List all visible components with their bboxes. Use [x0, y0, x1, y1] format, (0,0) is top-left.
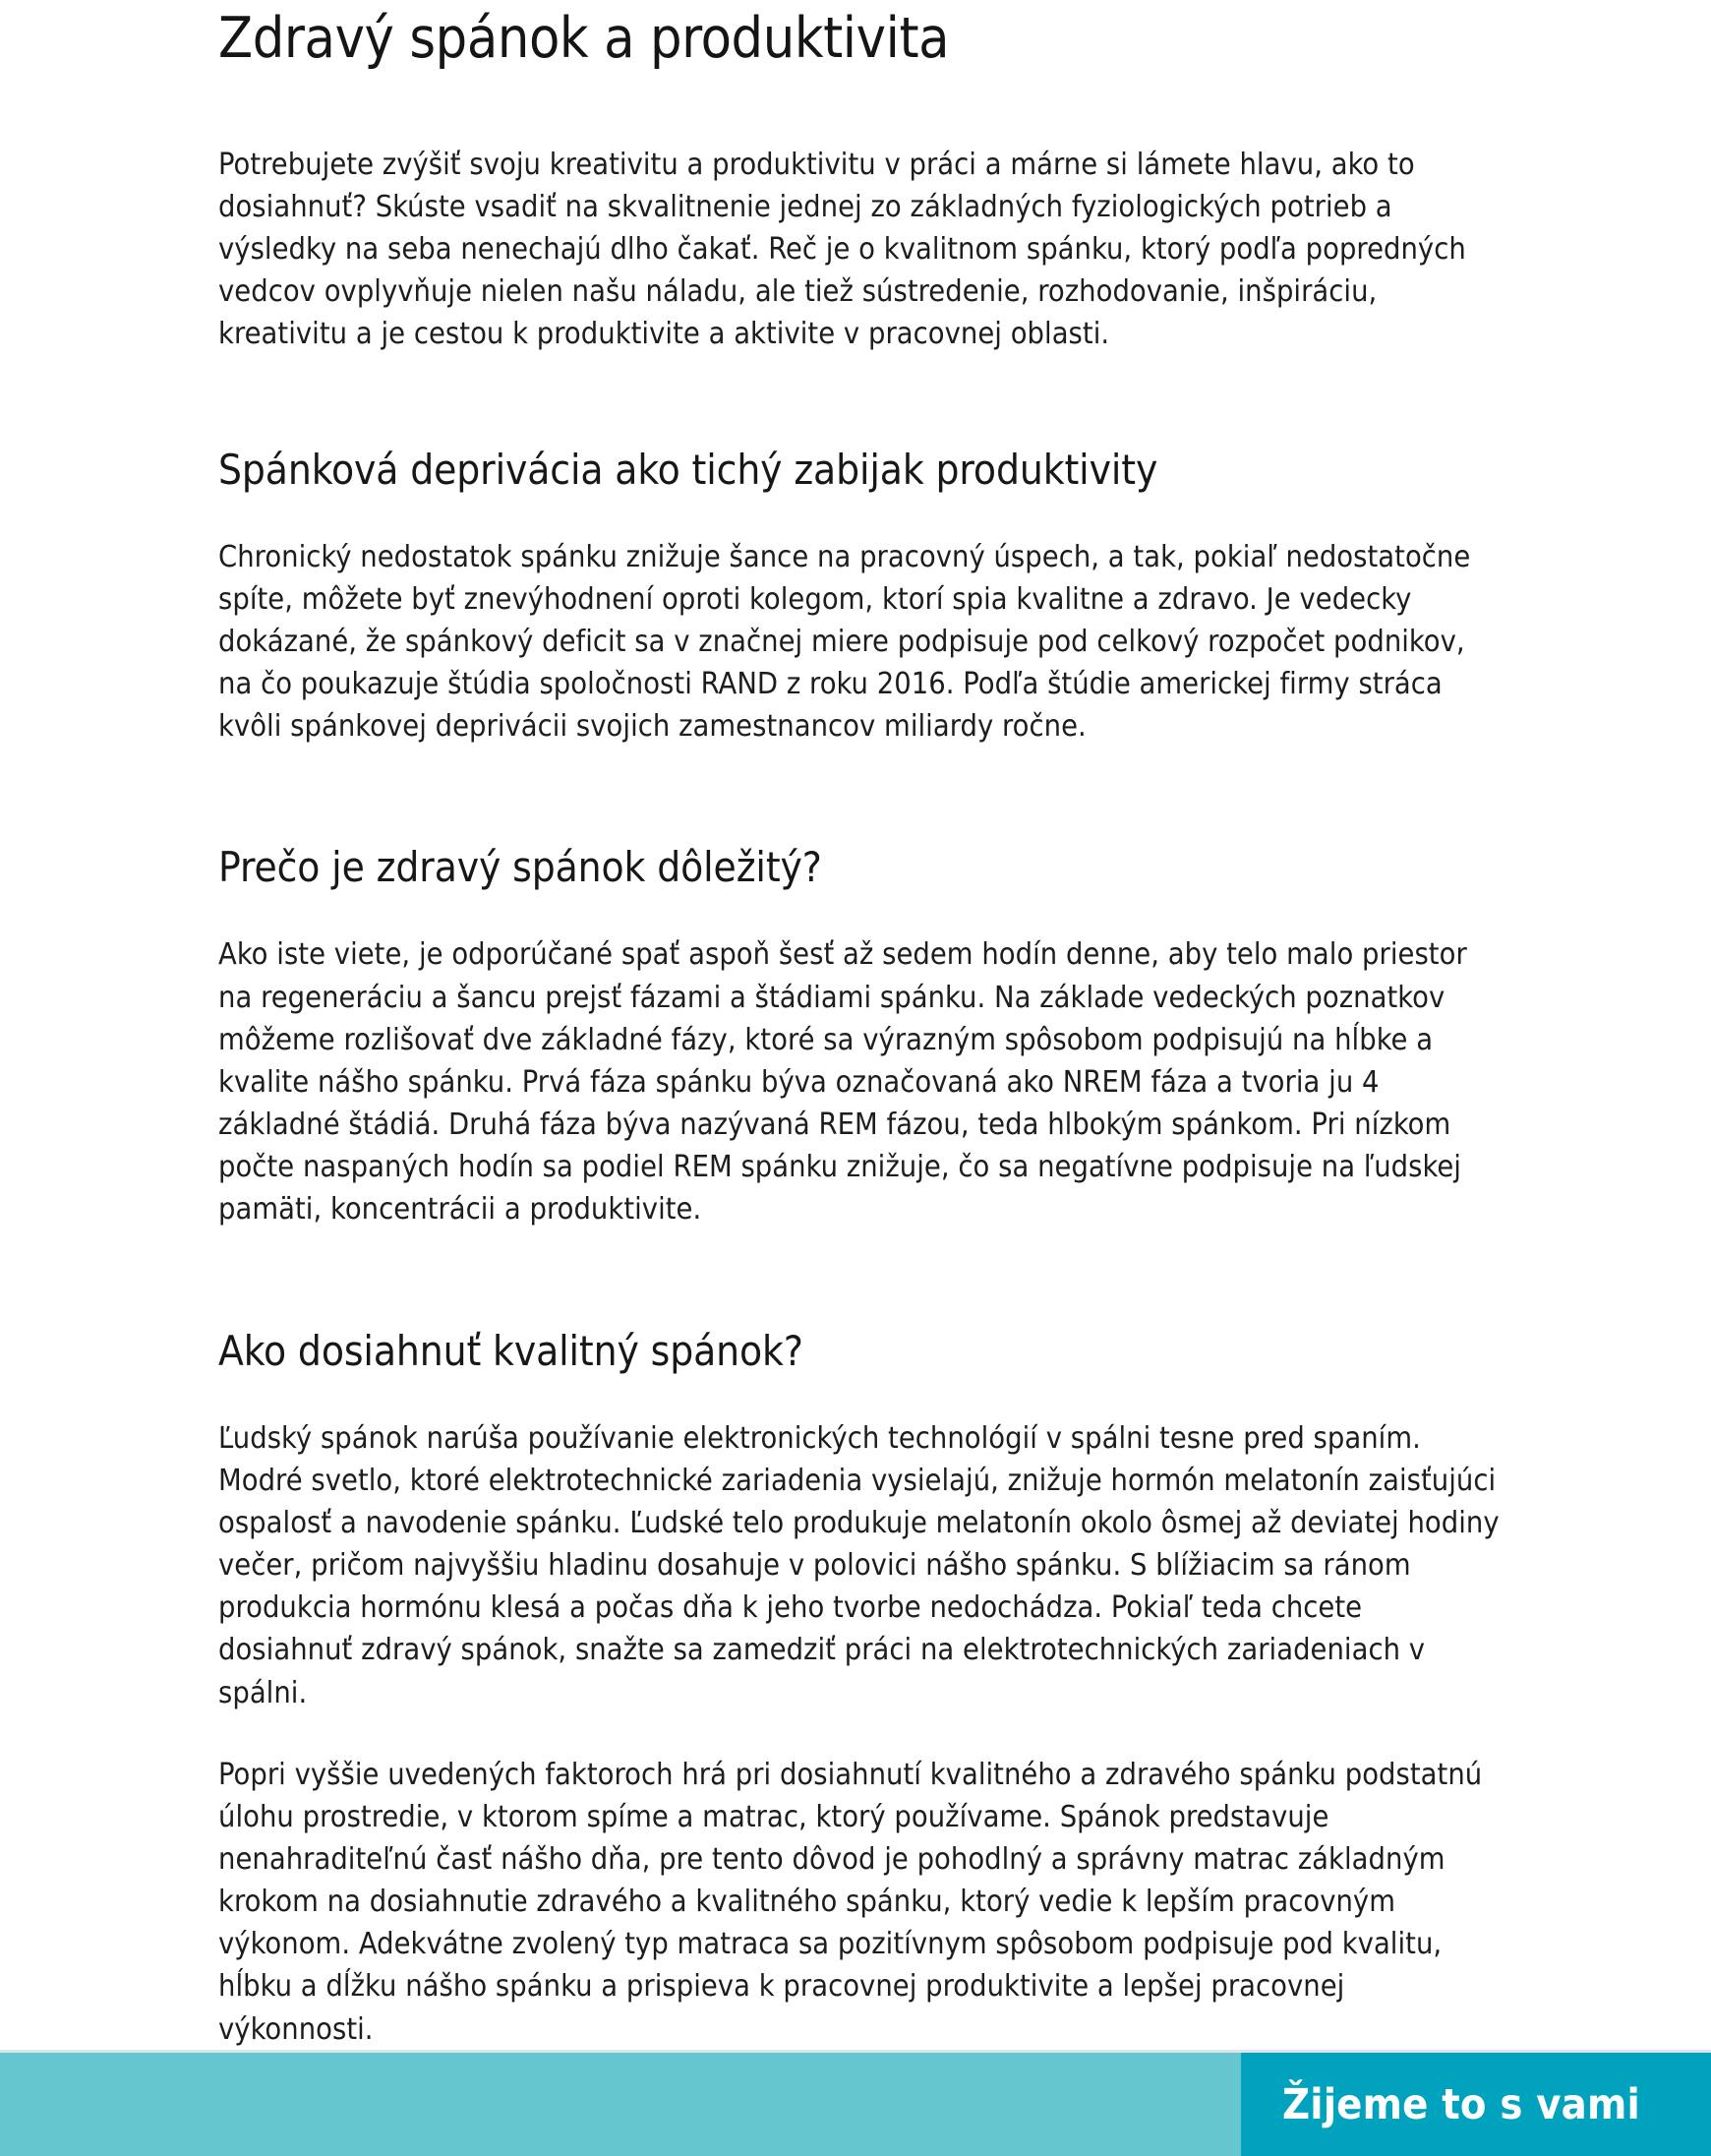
footer-banner [0, 2053, 1711, 2156]
section-paragraph: Ľudský spánok narúša používanie elektronických technológií v spálni tesne pred spaním. Modré svetlo, ktoré elektrotechnické zariadenia vysielajú, znižuje hormón melatonín zaisťujúci ospalosť a navodenie spánku. Ľudské telo produkuje melatonín okolo ôsmej až deviatej hodiny večer, pričom najvyššiu hladinu dosahuje v polovici nášho spánku. S blížiacim sa ránom produkcia hormónu klesá a počas dňa k jeho tvorbe nedochádza. Pokiaľ teda chcete dosiahnuť zdravý spánok, snažte sa zamedziť práci na elektrotechnických zariadeniach v spálni. [218, 1420, 1500, 1710]
spacer [218, 890, 1504, 933]
section-paragraph: Ako iste viete, je odporúčané spať aspoň šesť až sedem hodín denne, aby telo malo priestor na regeneráciu a šancu prejsť fázami a štádiami spánku. Na základe vedeckých poznatkov môžeme rozlišovať dve základné fázy, ktoré sa výrazným spôsobom podpisujú na hĺbke a kvalite nášho spánku. Prvá fáza spánku býva označovaná ako NREM fáza a tvoria ju 4 základné štádiá. Druhá fáza býva nazývaná REM fázou, teda hlbokým spánkom. Pri nízkom počte naspaných hodín sa podiel REM spánku znižuje, čo sa negatívne podpisuje na ľudskej pamäti, koncentrácii a produktivite. [218, 937, 1467, 1228]
page-title: Zdravý spánok a produktivita [218, 6, 950, 71]
footer-right-block [1241, 2053, 1711, 2156]
spacer [218, 1374, 1504, 1417]
section-paragraph: Popri vyššie uvedených faktoroch hrá pri dosiahnutí kvalitného a zdravého spánku podstatnú úlohu prostredie, v ktorom spíme a matrac, ktorý používame. Spánok predstavuje nenahraditeľnú časť nášho dňa, pre tento dôvod je pohodlný a správny matrac základným krokom na dosiahnutie zdravého a kvalitného spánku, ktorý vedie k lepším pracovným výkonom. Adekvátne zvolený typ matraca sa pozitívnym spôsobom podpisuje pod kvalitu, hĺbku a dĺžku nášho spánku a prispieva k pracovnej produktivite a lepšej pracovnej výkonnosti. [218, 1757, 1483, 2047]
footer-slogan: Žijeme to s vami [1282, 2079, 1640, 2129]
spacer [218, 748, 1504, 844]
section-heading-sleep-deprivation: Spánková deprivácia ako tichý zabijak produktivity [218, 445, 1158, 494]
document-content [218, 0, 1504, 2051]
section-heading-why-healthy-sleep: Prečo je zdravý spánok dôležitý? [218, 843, 822, 892]
spacer [218, 69, 1504, 144]
section-paragraph: Chronický nedostatok spánku znižuje šance na pracovný úspech, a tak, pokiaľ nedostatočne spíte, môžete byť znevýhodnení oproti kolegom, ktorí spia kvalitne a zdravo. Je vedecky dokázané, že spánkový deficit sa v značnej miere podpisuje pod celkový rozpočet podnikov, na čo poukazuje štúdia spoločnosti RAND z roku 2016. Podľa štúdie americkej firmy stráca kvôli spánkovej deprivácii svojich zamestnancov miliardy ročne. [218, 539, 1471, 745]
spacer [218, 493, 1504, 536]
section-heading-how-to-achieve: Ako dosiahnuť kvalitný spánok? [218, 1326, 803, 1375]
spacer [218, 1714, 1504, 1754]
spacer [218, 1231, 1504, 1328]
footer-left-block [0, 2053, 1241, 2156]
intro-paragraph: Potrebujete zvýšiť svoju kreativitu a produktivitu v práci a márne si lámete hlavu, ako to dosiahnuť? Skúste vsadiť na skvalitnenie jednej zo základných fyziologických potrieb a výsledky na seba nenechajú dlho čakať. Reč je o kvalitnom spánku, ktorý podľa popredných vedcov ovplyvňuje nielen našu náladu, ale tiež sústredenie, rozhodovanie, inšpiráciu, kreativitu a je cestou k produktivite a aktivite v pracovnej oblasti. [218, 147, 1466, 352]
spacer [218, 356, 1504, 447]
